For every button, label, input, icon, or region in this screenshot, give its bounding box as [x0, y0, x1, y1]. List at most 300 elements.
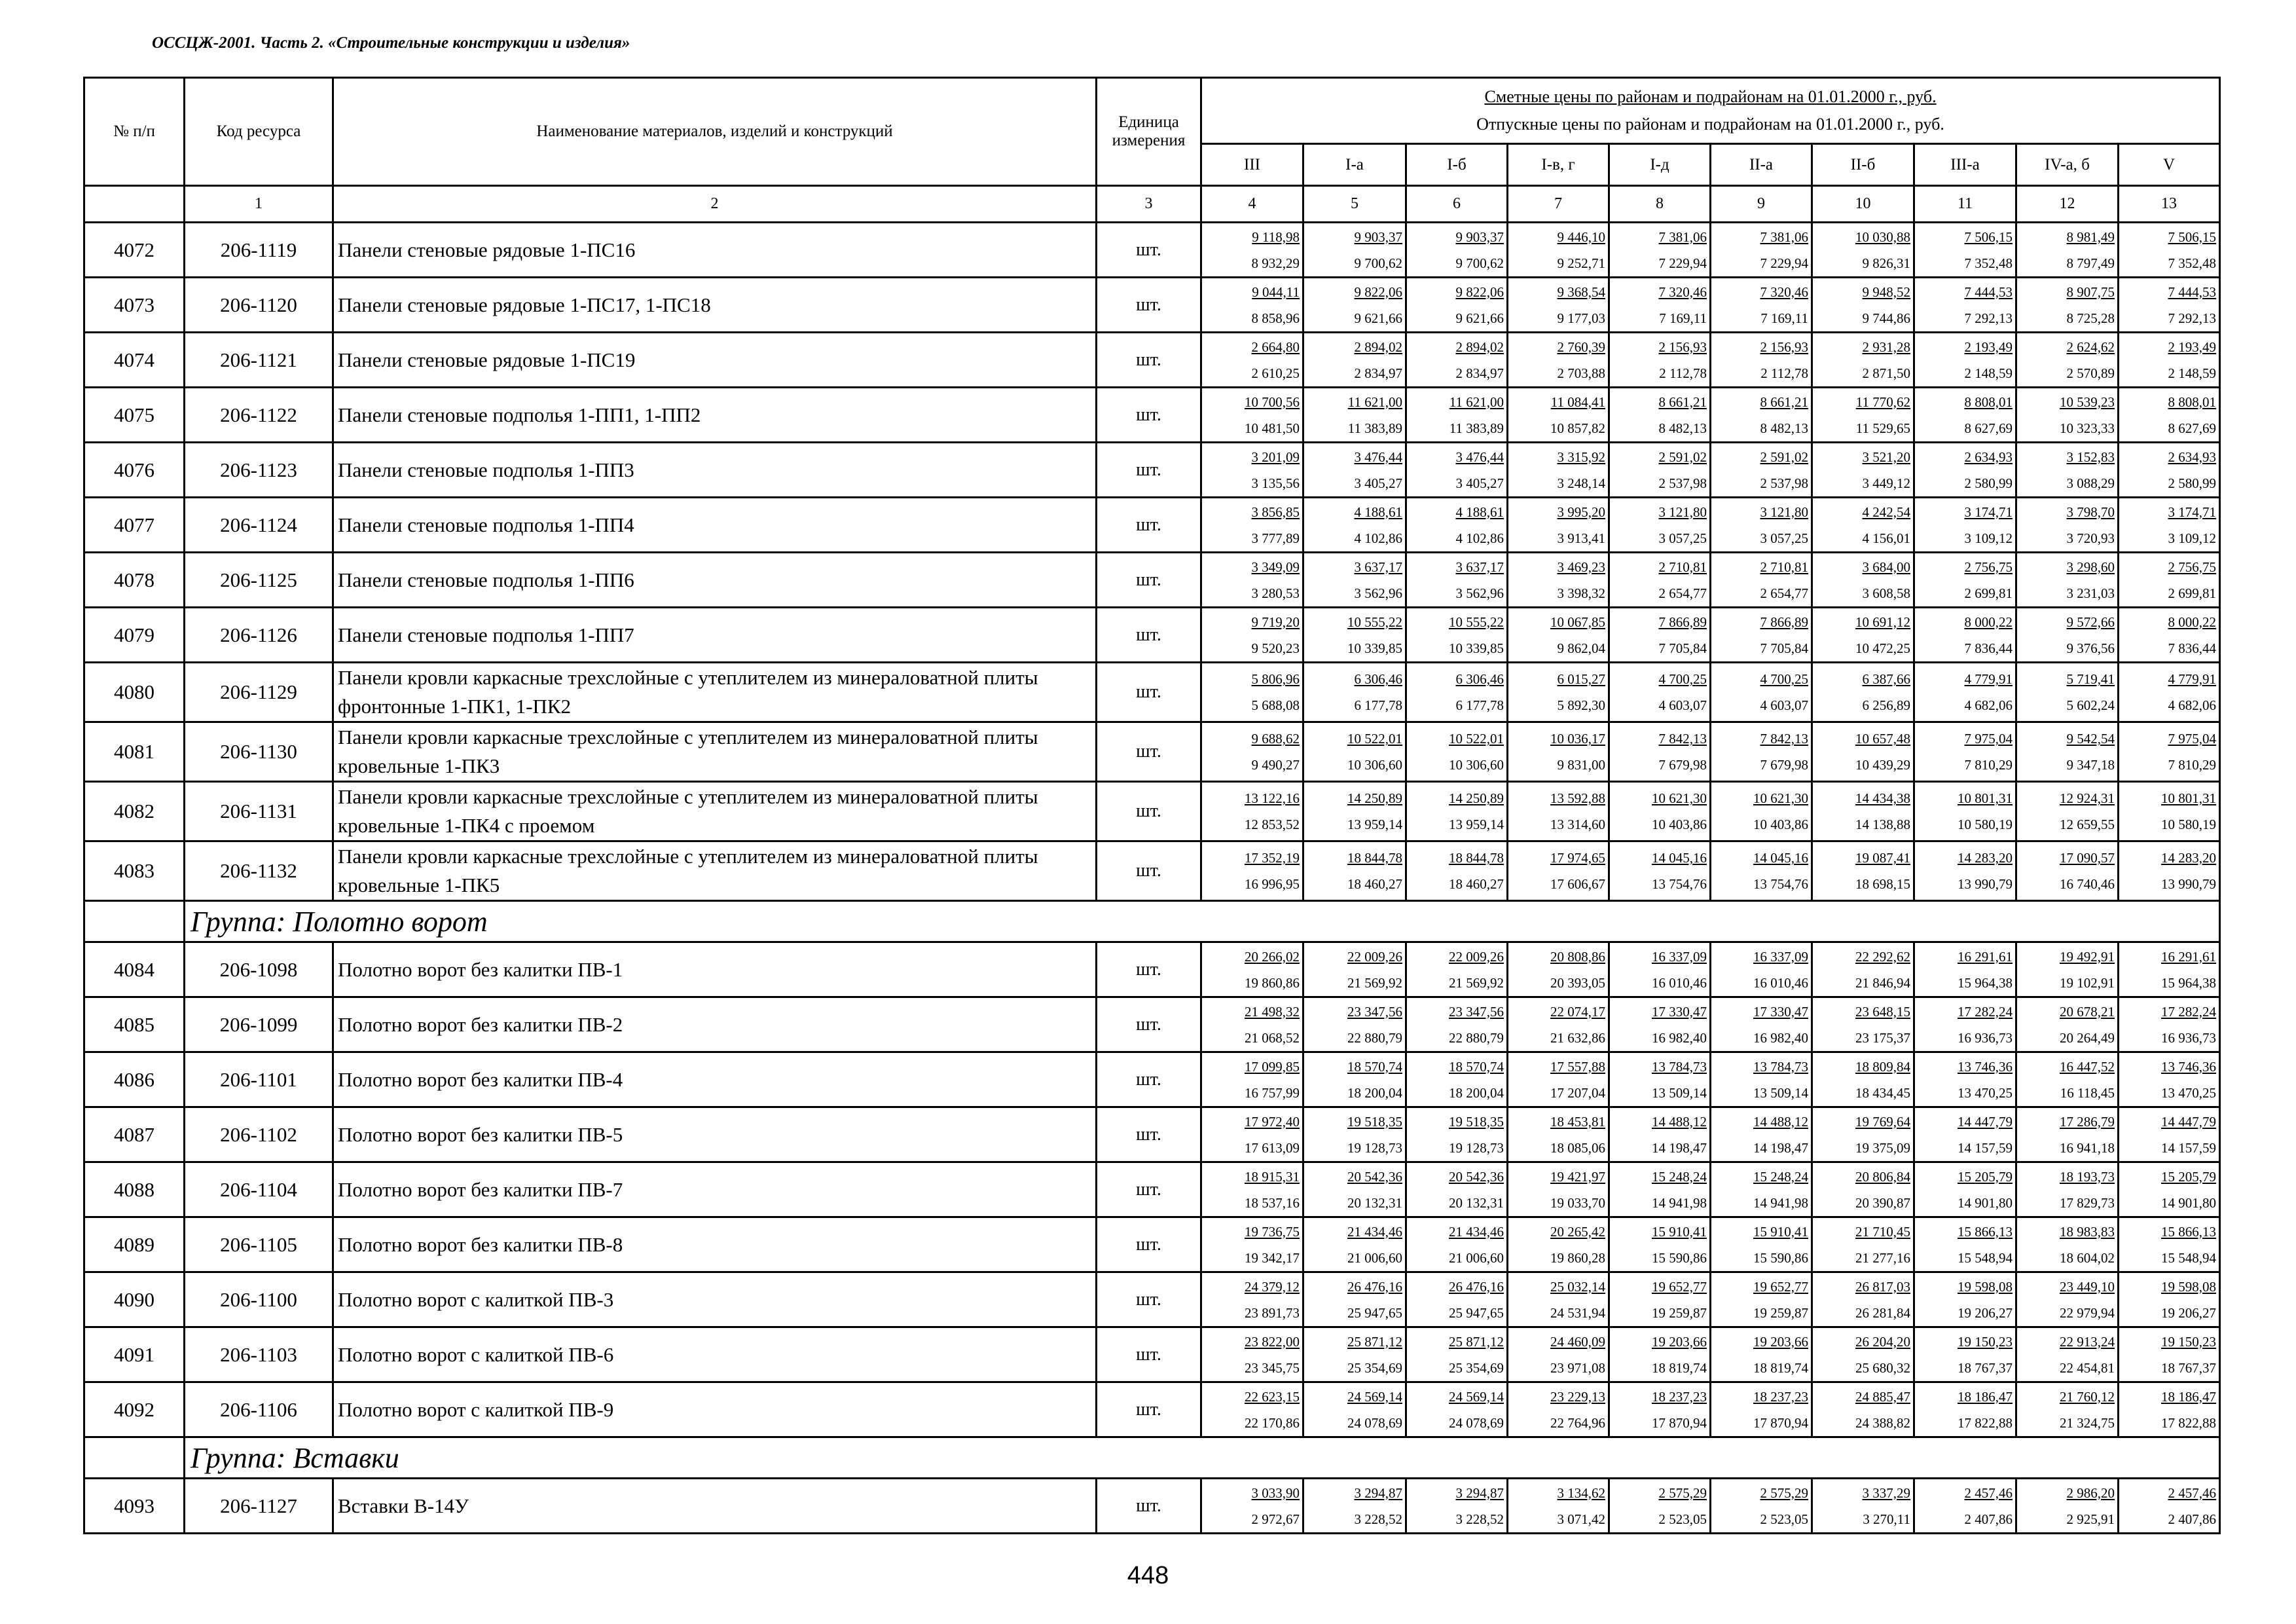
price-cell [1406, 333, 1508, 388]
release-price: 3 398,32 [1557, 585, 1605, 601]
price-cell [1812, 841, 1914, 901]
item-name: Панели кровли каркасные трехслойные с утеплителем из минераловатной плиты кровельные 1-ПК5 [333, 841, 1097, 901]
estimate-price: 3 294,87 [1354, 1485, 1402, 1501]
price-cell [1303, 1479, 1406, 1534]
release-price: 3 135,56 [1251, 475, 1300, 491]
price-cell [1303, 722, 1406, 782]
price-cell [1711, 1217, 1812, 1272]
release-price: 8 858,96 [1251, 310, 1300, 326]
estimate-price: 19 769,64 [1855, 1113, 1910, 1130]
header-colnum: 10 [1812, 186, 1914, 223]
price-cell [2119, 1217, 2220, 1272]
estimate-price: 6 387,66 [1862, 671, 1910, 687]
price-cell [2016, 333, 2119, 388]
price-cell [1711, 278, 1812, 333]
price-cell [1406, 608, 1508, 663]
estimate-price: 26 817,03 [1855, 1278, 1910, 1295]
release-price: 13 754,76 [1753, 876, 1808, 892]
price-cell [2016, 278, 2119, 333]
price-cell [1508, 1272, 1609, 1327]
release-price: 19 860,28 [1550, 1249, 1605, 1266]
estimate-price: 3 121,80 [1658, 504, 1707, 520]
release-price: 3 608,58 [1862, 585, 1910, 601]
estimate-price: 20 808,86 [1550, 948, 1605, 965]
price-cell [1914, 498, 2016, 553]
estimate-price: 16 447,52 [2060, 1058, 2115, 1075]
price-cell [1914, 1327, 2016, 1382]
resource-code: 206-1129 [185, 663, 333, 722]
release-price: 2 580,99 [1964, 475, 2013, 491]
price-cell [1508, 608, 1609, 663]
price-cell [1508, 1382, 1609, 1437]
estimate-price: 7 842,13 [1760, 731, 1808, 747]
group-spacer [84, 1437, 185, 1479]
price-cell [1812, 782, 1914, 841]
release-price: 24 078,69 [1449, 1414, 1504, 1431]
header-region: I-а [1303, 144, 1406, 186]
release-price: 2 703,88 [1557, 365, 1605, 381]
unit-of-measure: шт. [1097, 1217, 1201, 1272]
estimate-price: 3 174,71 [2168, 504, 2217, 520]
release-price: 13 470,25 [1958, 1084, 2013, 1101]
estimate-price: 2 193,49 [1964, 339, 2013, 355]
price-cell [1609, 1479, 1711, 1534]
release-price: 16 757,99 [1245, 1084, 1300, 1101]
release-price: 22 170,86 [1245, 1414, 1300, 1431]
estimate-price: 9 044,11 [1252, 284, 1300, 300]
estimate-price: 3 469,23 [1557, 559, 1605, 575]
price-cell [1508, 942, 1609, 997]
release-price: 7 292,13 [1964, 310, 2013, 326]
release-price: 19 128,73 [1449, 1139, 1504, 1156]
price-cell [1508, 278, 1609, 333]
release-price: 4 102,86 [1455, 530, 1504, 546]
estimate-price: 10 801,31 [1958, 790, 2013, 806]
table-row [84, 443, 2220, 498]
estimate-price: 10 700,56 [1245, 394, 1300, 410]
price-cell [1914, 553, 2016, 608]
unit-of-measure: шт. [1097, 997, 1201, 1052]
release-price: 2 537,98 [1760, 475, 1808, 491]
estimate-price: 8 661,21 [1760, 394, 1808, 410]
estimate-price: 18 453,81 [1550, 1113, 1605, 1130]
price-cell [2119, 722, 2220, 782]
release-price: 16 982,40 [1753, 1029, 1808, 1046]
release-price: 10 439,29 [1855, 757, 1910, 773]
price-cell [2119, 333, 2220, 388]
estimate-price: 9 118,98 [1252, 229, 1300, 245]
price-cell [1711, 841, 1812, 901]
table-row [84, 278, 2220, 333]
estimate-price: 3 174,71 [1964, 504, 2013, 520]
header-colnum: 8 [1609, 186, 1711, 223]
estimate-price: 10 691,12 [1855, 614, 1910, 630]
estimate-price: 7 444,53 [1964, 284, 2013, 300]
estimate-price: 13 122,16 [1245, 790, 1300, 806]
price-cell [2016, 782, 2119, 841]
price-cell [1812, 608, 1914, 663]
estimate-price: 23 347,56 [1449, 1003, 1504, 1020]
price-cell [1609, 223, 1711, 278]
group-row [84, 1437, 2220, 1479]
header-region: II-б [1812, 144, 1914, 186]
price-cell [1711, 1162, 1812, 1217]
header-region: I-б [1406, 144, 1508, 186]
release-price: 13 990,79 [1958, 876, 2013, 892]
estimate-price: 18 983,83 [2060, 1223, 2115, 1240]
price-cell [2119, 223, 2220, 278]
price-cell [1303, 997, 1406, 1052]
row-number: 4076 [84, 443, 185, 498]
price-cell [1201, 608, 1303, 663]
release-price: 24 388,82 [1855, 1414, 1910, 1431]
price-cell [1711, 1107, 1812, 1162]
price-cell [1812, 443, 1914, 498]
price-cell [1914, 1272, 2016, 1327]
price-cell [1201, 1479, 1303, 1534]
price-cell [1711, 782, 1812, 841]
estimate-price: 9 446,10 [1557, 229, 1605, 245]
estimate-price: 10 555,22 [1449, 614, 1504, 630]
estimate-price: 14 045,16 [1753, 850, 1808, 866]
estimate-price: 3 476,44 [1354, 449, 1402, 465]
price-cell [1508, 443, 1609, 498]
table-row [84, 663, 2220, 722]
row-number: 4091 [84, 1327, 185, 1382]
release-price: 10 580,19 [1958, 817, 2013, 832]
price-cell [2016, 997, 2119, 1052]
estimate-price: 3 637,17 [1455, 559, 1504, 575]
header-colnum: 5 [1303, 186, 1406, 223]
row-number: 4080 [84, 663, 185, 722]
release-price: 6 177,78 [1354, 697, 1402, 713]
estimate-price: 15 248,24 [1652, 1168, 1707, 1185]
unit-of-measure: шт. [1097, 1272, 1201, 1327]
estimate-price: 15 205,79 [1958, 1168, 2013, 1185]
row-number: 4083 [84, 841, 185, 901]
price-cell [1406, 663, 1508, 722]
header-region: I-в, г [1508, 144, 1609, 186]
estimate-price: 3 856,85 [1251, 504, 1300, 520]
price-cell [2119, 1107, 2220, 1162]
release-price: 13 314,60 [1550, 817, 1605, 832]
estimate-price: 7 381,06 [1658, 229, 1707, 245]
release-price: 7 229,94 [1760, 255, 1808, 271]
release-price: 18 604,02 [2060, 1249, 2115, 1266]
header-colnum: 2 [333, 186, 1097, 223]
price-cell [1914, 388, 2016, 443]
estimate-price: 7 842,13 [1658, 731, 1707, 747]
release-price: 9 831,00 [1557, 757, 1605, 773]
estimate-price: 7 866,89 [1760, 614, 1808, 630]
table-row [84, 333, 2220, 388]
release-price: 16 996,95 [1245, 876, 1300, 892]
release-price: 25 680,32 [1855, 1359, 1910, 1376]
release-price: 16 936,73 [2161, 1029, 2217, 1046]
release-price: 10 306,60 [1449, 757, 1504, 773]
estimate-price: 2 894,02 [1354, 339, 1402, 355]
estimate-price: 26 476,16 [1449, 1278, 1504, 1295]
release-price: 25 947,65 [1449, 1304, 1504, 1321]
price-cell [1201, 942, 1303, 997]
release-price: 9 490,27 [1251, 757, 1300, 773]
release-price: 17 613,09 [1245, 1139, 1300, 1156]
estimate-price: 12 924,31 [2060, 790, 2115, 806]
release-price: 17 829,73 [2060, 1194, 2115, 1211]
price-cell [1406, 388, 1508, 443]
price-cell [1508, 1107, 1609, 1162]
item-name: Панели стеновые подполья 1-ПП1, 1-ПП2 [333, 388, 1097, 443]
release-price: 11 383,89 [1347, 420, 1402, 436]
price-cell [1711, 498, 1812, 553]
estimate-price: 2 457,46 [2168, 1485, 2217, 1501]
price-cell [2016, 841, 2119, 901]
release-price: 3 228,52 [1354, 1511, 1402, 1527]
estimate-price: 18 844,78 [1449, 850, 1504, 866]
price-cell [2119, 663, 2220, 722]
release-price: 3 405,27 [1354, 475, 1402, 491]
price-cell [1406, 223, 1508, 278]
price-cell [1303, 1327, 1406, 1382]
header-code: Код ресурса [185, 78, 333, 186]
price-cell [1303, 841, 1406, 901]
table-row [84, 942, 2220, 997]
table-row [84, 223, 2220, 278]
resource-code: 206-1101 [185, 1052, 333, 1107]
estimate-price: 18 809,84 [1855, 1058, 1910, 1075]
estimate-price: 18 844,78 [1347, 850, 1402, 866]
estimate-price: 16 291,61 [1958, 948, 2013, 965]
estimate-price: 19 150,23 [2161, 1333, 2217, 1350]
estimate-price: 17 330,47 [1753, 1003, 1808, 1020]
estimate-price: 23 449,10 [2060, 1278, 2115, 1295]
price-cell [1201, 841, 1303, 901]
header-region: V [2119, 144, 2220, 186]
header-region: III [1201, 144, 1303, 186]
release-price: 19 342,17 [1245, 1249, 1300, 1266]
resource-code: 206-1104 [185, 1162, 333, 1217]
release-price: 9 252,71 [1557, 255, 1605, 271]
release-price: 19 206,27 [1958, 1304, 2013, 1321]
release-price: 8 482,13 [1658, 420, 1707, 436]
price-cell [1201, 443, 1303, 498]
table-row [84, 997, 2220, 1052]
release-price: 16 010,46 [1753, 974, 1808, 991]
price-cell [1609, 782, 1711, 841]
price-cell [1812, 1382, 1914, 1437]
release-price: 22 454,81 [2060, 1359, 2115, 1376]
price-cell [1303, 782, 1406, 841]
release-price: 7 836,44 [1964, 640, 2013, 656]
release-price: 16 118,45 [2060, 1084, 2115, 1101]
release-price: 10 857,82 [1550, 420, 1605, 436]
price-cell [1406, 553, 1508, 608]
estimate-price: 20 265,42 [1550, 1223, 1605, 1240]
release-price: 20 390,87 [1855, 1194, 1910, 1211]
group-title: Группа: Полотно ворот [185, 901, 2220, 942]
price-cell [1201, 1052, 1303, 1107]
header-unit: Единица измерения [1097, 78, 1201, 186]
release-price: 21 068,52 [1245, 1029, 1300, 1046]
price-cell [1609, 1327, 1711, 1382]
price-cell [2016, 498, 2119, 553]
estimate-price: 19 652,77 [1753, 1278, 1808, 1295]
estimate-price: 3 134,62 [1557, 1485, 1605, 1501]
price-cell [1711, 333, 1812, 388]
row-number: 4082 [84, 782, 185, 841]
row-number: 4085 [84, 997, 185, 1052]
header-colnum-empty [84, 186, 185, 223]
price-cell [1711, 443, 1812, 498]
price-cell [1609, 1272, 1711, 1327]
release-price: 16 010,46 [1652, 974, 1707, 991]
price-cell [1508, 997, 1609, 1052]
release-price: 4 682,06 [1964, 697, 2013, 713]
price-cell [1609, 553, 1711, 608]
release-price: 8 627,69 [2168, 420, 2217, 436]
price-cell [2119, 443, 2220, 498]
estimate-price: 22 009,26 [1347, 948, 1402, 965]
estimate-price: 8 808,01 [2168, 394, 2217, 410]
price-cell [1609, 942, 1711, 997]
resource-code: 206-1098 [185, 942, 333, 997]
release-price: 2 654,77 [1658, 585, 1707, 601]
unit-of-measure: шт. [1097, 782, 1201, 841]
estimate-price: 25 871,12 [1347, 1333, 1402, 1350]
release-price: 3 057,25 [1658, 530, 1707, 546]
estimate-price: 18 193,73 [2060, 1168, 2115, 1185]
unit-of-measure: шт. [1097, 608, 1201, 663]
price-cell [1609, 1052, 1711, 1107]
header-prices [1201, 78, 2220, 144]
estimate-price: 2 575,29 [1658, 1485, 1707, 1501]
estimate-price: 10 067,85 [1550, 614, 1605, 630]
release-price: 11 529,65 [1855, 420, 1910, 436]
release-price: 14 198,47 [1652, 1139, 1707, 1156]
row-number: 4077 [84, 498, 185, 553]
resource-code: 206-1122 [185, 388, 333, 443]
table-row [84, 553, 2220, 608]
price-cell [1711, 1272, 1812, 1327]
release-price: 2 112,78 [1760, 365, 1808, 381]
release-price: 9 376,56 [2066, 640, 2115, 656]
release-price: 7 169,11 [1760, 310, 1808, 326]
price-cell [2119, 278, 2220, 333]
estimate-price: 26 204,20 [1855, 1333, 1910, 1350]
release-price: 3 777,89 [1251, 530, 1300, 546]
estimate-price: 15 205,79 [2161, 1168, 2217, 1185]
price-cell [1508, 841, 1609, 901]
price-cell [1914, 1162, 2016, 1217]
price-cell [1303, 498, 1406, 553]
estimate-price: 3 349,09 [1251, 559, 1300, 575]
release-price: 15 590,86 [1652, 1249, 1707, 1266]
estimate-price: 24 460,09 [1550, 1333, 1605, 1350]
price-cell [1711, 608, 1812, 663]
estimate-price: 23 229,13 [1550, 1388, 1605, 1405]
release-price: 24 531,94 [1550, 1304, 1605, 1321]
estimate-price: 13 784,73 [1753, 1058, 1808, 1075]
estimate-price: 6 306,46 [1455, 671, 1504, 687]
estimate-price: 24 569,14 [1449, 1388, 1504, 1405]
price-cell [2016, 1162, 2119, 1217]
estimate-price: 10 621,30 [1652, 790, 1707, 806]
table-row [84, 1327, 2220, 1382]
price-cell [1914, 333, 2016, 388]
estimate-price: 15 248,24 [1753, 1168, 1808, 1185]
estimate-price: 25 032,14 [1550, 1278, 1605, 1295]
estimate-price: 19 203,66 [1753, 1333, 1808, 1350]
price-cell [2016, 443, 2119, 498]
resource-code: 206-1130 [185, 722, 333, 782]
price-cell [1406, 722, 1508, 782]
price-cell [1914, 782, 2016, 841]
release-price: 17 870,94 [1753, 1414, 1808, 1431]
estimate-price: 23 648,15 [1855, 1003, 1910, 1020]
item-name: Панели стеновые подполья 1-ПП4 [333, 498, 1097, 553]
price-table [83, 77, 2221, 1534]
estimate-price: 24 569,14 [1347, 1388, 1402, 1405]
estimate-price: 5 719,41 [2066, 671, 2115, 687]
price-cell [1303, 1217, 1406, 1272]
price-cell [1303, 1107, 1406, 1162]
page-number: 448 [1127, 1562, 1169, 1589]
estimate-price: 14 447,79 [2161, 1113, 2217, 1130]
estimate-price: 19 492,91 [2060, 948, 2115, 965]
release-price: 2 925,91 [2066, 1511, 2115, 1527]
release-price: 19 259,87 [1652, 1304, 1707, 1321]
resource-code: 206-1103 [185, 1327, 333, 1382]
row-number: 4093 [84, 1479, 185, 1534]
estimate-price: 19 652,77 [1652, 1278, 1707, 1295]
estimate-price: 15 910,41 [1753, 1223, 1808, 1240]
release-price: 21 846,94 [1855, 974, 1910, 991]
resource-code: 206-1126 [185, 608, 333, 663]
estimate-price: 19 736,75 [1245, 1223, 1300, 1240]
price-cell [1508, 1327, 1609, 1382]
estimate-price: 19 598,08 [2161, 1278, 2217, 1295]
estimate-price: 2 156,93 [1658, 339, 1707, 355]
estimate-price: 2 591,02 [1760, 449, 1808, 465]
release-price: 7 810,29 [2168, 757, 2217, 773]
price-cell [2119, 498, 2220, 553]
price-cell [1609, 498, 1711, 553]
price-cell [1711, 997, 1812, 1052]
estimate-price: 20 542,36 [1449, 1168, 1504, 1185]
item-name: Панели кровли каркасные трехслойные с утеплителем из минераловатной плиты кровельные 1-ПК3 [333, 722, 1097, 782]
release-price: 11 383,89 [1449, 420, 1504, 436]
price-cell [1609, 608, 1711, 663]
resource-code: 206-1131 [185, 782, 333, 841]
table-row [84, 1107, 2220, 1162]
release-price: 18 085,06 [1550, 1139, 1605, 1156]
release-price: 14 157,59 [2161, 1139, 2217, 1156]
price-cell [1201, 1272, 1303, 1327]
release-price: 3 405,27 [1455, 475, 1504, 491]
release-price: 4 682,06 [2168, 697, 2217, 713]
item-name: Полотно ворот без калитки ПВ-5 [333, 1107, 1097, 1162]
release-price: 3 562,96 [1455, 585, 1504, 601]
estimate-price: 13 592,88 [1550, 790, 1605, 806]
unit-of-measure: шт. [1097, 388, 1201, 443]
item-name: Полотно ворот без калитки ПВ-2 [333, 997, 1097, 1052]
release-price: 14 941,98 [1652, 1194, 1707, 1211]
price-cell [1914, 1217, 2016, 1272]
release-price: 10 323,33 [2060, 420, 2115, 436]
price-cell [1609, 997, 1711, 1052]
estimate-price: 4 700,25 [1760, 671, 1808, 687]
price-cell [2119, 1052, 2220, 1107]
